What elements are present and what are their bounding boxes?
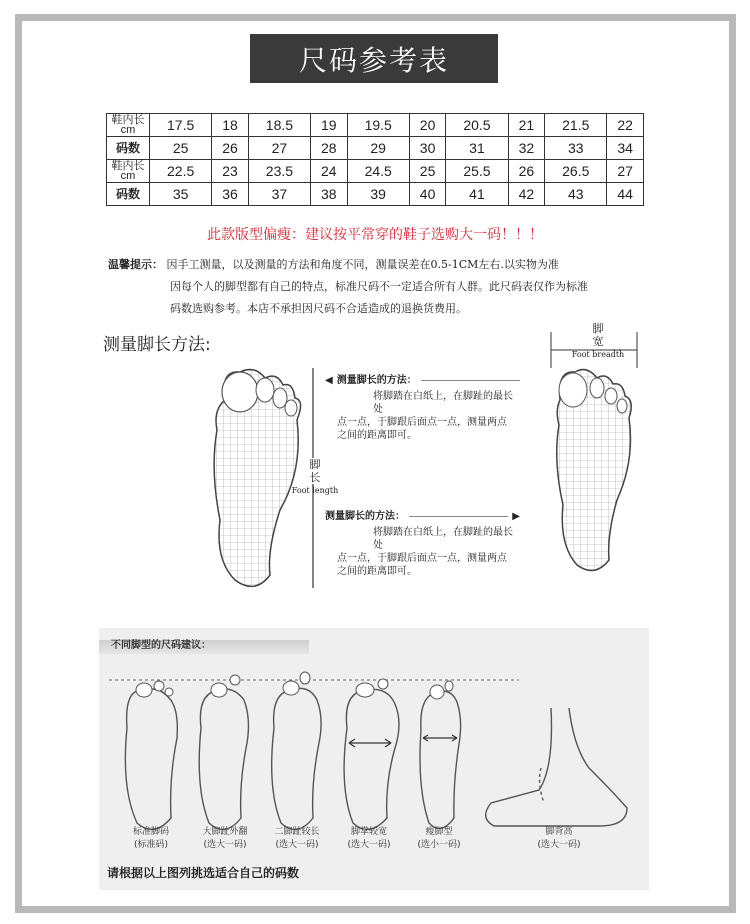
size-table-cell: 18	[212, 114, 249, 137]
tips-label: 温馨提示：	[108, 258, 163, 271]
size-table-cell: 20	[409, 114, 446, 137]
size-table-cell: 27	[248, 137, 310, 160]
size-table-cell: 21	[508, 114, 545, 137]
row-header-size: 码数	[107, 183, 150, 206]
size-table-cell: 30	[409, 137, 446, 160]
tips-line-3: 码数选购参考。本店不承担因尺码不合适造成的退换货费用。	[170, 302, 467, 315]
size-table-cell: 25	[409, 160, 446, 183]
size-table-row	[107, 114, 644, 137]
size-table-cell: 22.5	[150, 160, 212, 183]
panel-heading: 不同脚型的尺码建议：	[111, 640, 211, 651]
size-table-cell: 19.5	[347, 114, 409, 137]
foot-type-1: 标准脚码 (标准码)	[132, 827, 169, 850]
method-1-line-2: 点一点，于脚跟后面点一点，测量两点	[337, 417, 507, 428]
foot-length-zh: 脚长	[309, 458, 321, 484]
size-table-cell: 25	[150, 137, 212, 160]
size-table-cell: 41	[446, 183, 508, 206]
row-header-size: 码数	[107, 137, 150, 160]
size-table-cell: 38	[311, 183, 348, 206]
size-table-cell: 24.5	[347, 160, 409, 183]
size-table-cell: 29	[347, 137, 409, 160]
tips-line-1: 因手工测量，以及测量的方法和角度不同，测量误差在0.5-1CM左右.以实物为准	[166, 258, 559, 271]
arrow-right-icon: ▶	[512, 511, 520, 522]
foot-length-en: Foot length	[291, 486, 339, 495]
size-table-cell: 19	[311, 114, 348, 137]
size-table-cell: 39	[347, 183, 409, 206]
size-warning: 此款版型偏瘦：建议按平常穿的鞋子选购大一码！！！	[207, 227, 543, 243]
size-table-cell: 34	[607, 137, 644, 160]
method-1-line-3: 之间的距离即可。	[337, 430, 417, 441]
size-table-cell: 36	[212, 183, 249, 206]
size-table-cell: 18.5	[248, 114, 310, 137]
row-header-length: 鞋内长 cm	[107, 160, 150, 183]
method-1-heading: 测量脚长的方法：	[336, 375, 417, 386]
foot-breadth-en: Foot breadth	[571, 350, 625, 359]
size-table-row	[107, 137, 644, 160]
foot-type-2: 大脚趾外翻 (选大一码)	[202, 827, 248, 850]
size-table-row	[107, 183, 644, 206]
foot-type-panel	[99, 628, 649, 890]
foot-breadth-label	[566, 322, 630, 361]
method-2-line-2: 点一点，于脚跟后面点一点，测量两点	[337, 553, 507, 564]
foot-type-5: 瘦脚型 (选小一码)	[417, 827, 461, 850]
measure-title: 测量脚长方法:	[103, 335, 211, 355]
method-1-line-1: 将脚踏在白纸上，在脚趾的最长处	[373, 391, 513, 415]
size-table-cell: 32	[508, 137, 545, 160]
size-table-cell: 26	[212, 137, 249, 160]
tips-line-2: 因每个人的脚型都有自己的特点，标准尺码不一定适合所有人群。此尺码表仅作为标准	[170, 280, 588, 293]
page-title: 尺码参考表	[250, 34, 498, 83]
size-table-cell: 20.5	[446, 114, 508, 137]
method-block-2	[325, 510, 520, 578]
method-block-1	[325, 374, 520, 442]
size-table-cell: 28	[311, 137, 348, 160]
method-2-heading: 测量脚长的方法：	[325, 511, 405, 522]
foot-type-4: 脚掌较宽 (选大一码)	[347, 827, 391, 850]
foot-type-6: 脚背高 (选大一码)	[537, 827, 581, 850]
size-table-cell: 40	[409, 183, 446, 206]
size-table-cell: 25.5	[446, 160, 508, 183]
size-table-cell: 43	[545, 183, 607, 206]
size-table-cell: 26.5	[545, 160, 607, 183]
tips-block	[108, 254, 668, 320]
size-table-row	[107, 160, 644, 183]
size-table-cell: 23	[212, 160, 249, 183]
foot-type-3: 二脚趾较长 (选大一码)	[274, 827, 320, 850]
size-table-cell: 17.5	[150, 114, 212, 137]
size-table-cell: 23.5	[248, 160, 310, 183]
arrow-left-icon: ◀	[325, 375, 333, 386]
size-table	[106, 113, 644, 206]
row-header-length: 鞋内长 cm	[107, 114, 150, 137]
size-table-cell: 24	[311, 160, 348, 183]
size-table-cell: 22	[607, 114, 644, 137]
method-2-line-1: 将脚踏在白纸上，在脚趾的最长处	[373, 527, 513, 551]
size-table-cell: 44	[607, 183, 644, 206]
size-table-cell: 35	[150, 183, 212, 206]
size-table-cell: 21.5	[545, 114, 607, 137]
method-2-line-3: 之间的距离即可。	[337, 566, 417, 577]
size-table-cell: 33	[545, 137, 607, 160]
size-table-cell: 27	[607, 160, 644, 183]
foot-length-label	[287, 458, 343, 497]
size-table-cell: 26	[508, 160, 545, 183]
foot-types-illustration	[99, 668, 649, 848]
size-table-cell: 42	[508, 183, 545, 206]
panel-footer-note: 请根据以上图列挑选适合自己的码数	[107, 866, 300, 880]
size-table-cell: 37	[248, 183, 310, 206]
size-table-cell: 31	[446, 137, 508, 160]
foot-breadth-zh: 脚宽	[592, 322, 604, 348]
